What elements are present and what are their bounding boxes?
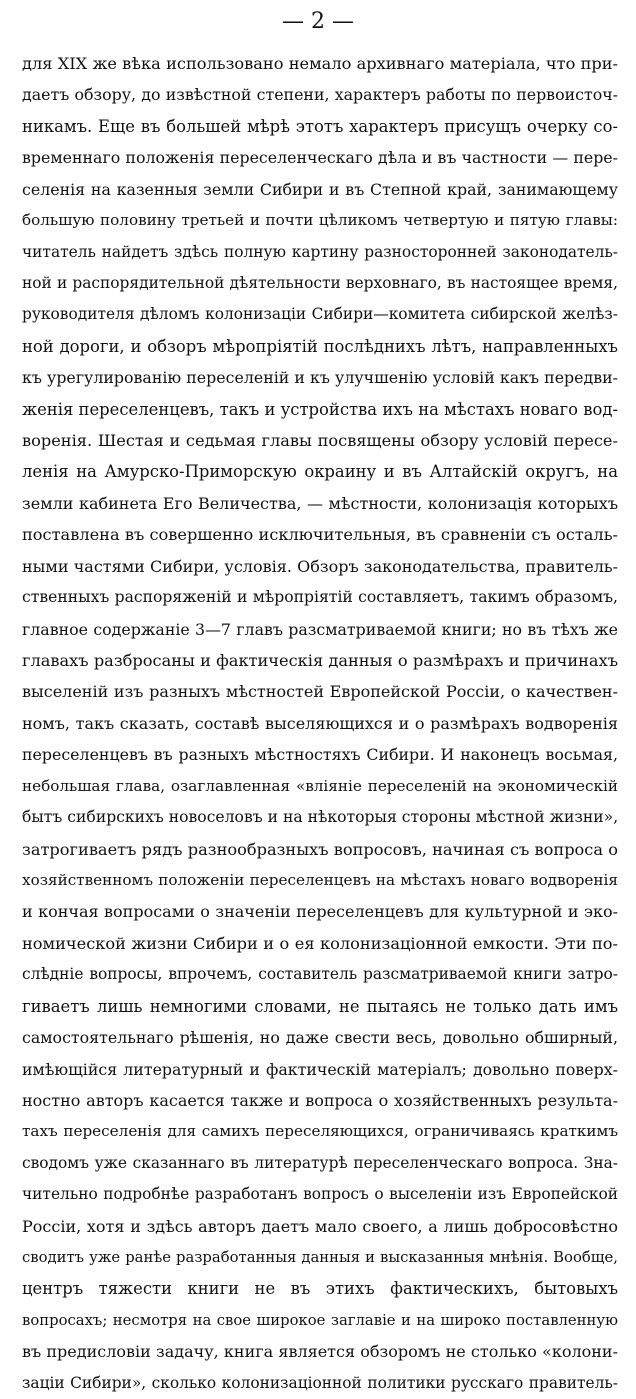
text-line: переселенцевъ въ разныхъ мѣстностяхъ Сибири. И наконецъ восьмая,	[22, 745, 618, 765]
text-line: женія переселенцевъ, такъ и устройства ихъ на мѣстахъ новаго вод-	[22, 399, 618, 419]
text-line: главахъ разбросаны и фактическія данныя о размѣрахъ и причинахъ	[22, 651, 618, 671]
text-line: читатель найдетъ здѣсь полную картину разносторонней законодатель-	[22, 242, 618, 261]
text-line: чительно подробнѣе разработанъ вопросъ о выселеніи изъ Европейской	[22, 1185, 618, 1204]
text-line: ной и распорядительной дѣятельности верховнаго, въ настоящее время,	[22, 273, 618, 292]
body-text	[22, 48, 618, 1399]
text-line: поставлена въ совершенно исключительныя, въ сравненіи съ осталь-	[22, 525, 618, 545]
text-line: къ урегулированію переселеній и къ улучшенію условій какъ передви-	[22, 368, 618, 388]
text-line: бытъ сибирскихъ новоселовъ и на нѣкоторыя стороны мѣстной жизни»,	[22, 808, 618, 827]
text-line: ностно авторъ касается также и вопроса о хозяйственныхъ результа-	[22, 1090, 618, 1110]
text-line: слѣдніе вопросы, впрочемъ, составитель разсматриваемой книги затро-	[22, 965, 618, 984]
text-line: хозяйственномъ положеніи переселенцевъ на мѣстахъ новаго водворенія	[22, 870, 618, 889]
text-line: ными частями Сибири, условія. Обзоръ законодательства, правитель-	[22, 556, 618, 576]
text-line: земли кабинета Его Величества, — мѣстности, колонизація которыхъ	[22, 493, 618, 513]
text-line: сводомъ уже сказаннаго въ литературѣ переселенческаго вопроса. Зна-	[22, 1153, 618, 1172]
text-line: имѣющійся литературный и фактическій матеріалъ; довольно поверх-	[22, 1059, 618, 1079]
text-line: временнаго положенія переселенческаго дѣла и въ частности — пере-	[22, 148, 618, 168]
text-line: селенія на казенныя земли Сибири и въ Степной край, занимающему	[22, 179, 618, 199]
text-line: небольшая глава, озаглавленная «вліяніе переселеній на экономическій	[22, 776, 618, 795]
text-line: для XIX же вѣка использовано немало архивнаго матеріала, что при-	[22, 54, 618, 73]
text-line: ленія на Амурско-Приморскую окраину и въ Алтайскій округъ, на	[22, 462, 618, 482]
text-line: большую половину третьей и почти цѣликомъ четвертую и пятую главы:	[22, 211, 618, 230]
text-line: ственныхъ распоряженій и мѣропріятій составляетъ, такимъ образомъ,	[22, 588, 618, 607]
text-line: главное содержаніе 3—7 главъ разсматриваемой книги; но въ тѣхъ же	[22, 619, 618, 639]
text-line: вопросахъ; несмотря на свое широкое заглавіе и на широко поставленную	[22, 1311, 618, 1329]
text-line: воренія. Шестая и седьмая главы посвящены обзору условій пересе-	[22, 431, 618, 451]
text-line: и кончая вопросами о значеніи переселенцевъ для культурной и эко-	[22, 902, 618, 922]
text-line: самостоятельнаго рѣшенія, но даже свести весь, довольно обширный,	[22, 1028, 618, 1048]
text-line: сводитъ уже ранѣе разработанныя данныя и высказанныя мнѣнія. Вообще,	[22, 1249, 618, 1267]
text-line: заціи Сибири», сколько колонизаціонной политики русскаго правитель-	[22, 1373, 618, 1392]
text-line: центръ тяжести книги не въ этихъ фактическихъ, бытовыхъ	[22, 1279, 618, 1299]
text-line: Россіи, хотя и здѣсь авторъ даетъ мало своего, а лишь добросовѣстно	[22, 1216, 618, 1236]
text-line: даетъ обзору, до извѣстной степени, характеръ работы по первоисточ-	[22, 85, 618, 105]
text-line: гиваетъ лишь немногими словами, не пытаясь не только дать имъ	[22, 996, 618, 1016]
text-line: ной дороги, и обзоръ мѣропріятій послѣднихъ лѣтъ, направленныхъ	[22, 336, 618, 356]
text-line: номической жизни Сибири и о ея колонизаціонной емкости. Эти по-	[22, 933, 618, 953]
text-line: никамъ. Еще въ большей мѣрѣ этотъ характеръ присущъ очерку со-	[22, 116, 618, 136]
text-line: тахъ переселенія для самихъ переселяющихся, ограничиваясь краткимъ	[22, 1122, 618, 1141]
text-line: руководителя дѣломъ колонизаціи Сибири—комитета сибирской желѣз-	[22, 305, 618, 324]
text-line: выселеній изъ разныхъ мѣстностей Европейской Россіи, о качествен-	[22, 682, 618, 702]
text-line: номъ, такъ сказать, составѣ выселяющихся и о размѣрахъ водворенія	[22, 713, 618, 733]
text-line: въ предисловіи задачу, книга является обзоромъ не столько «колони-	[22, 1342, 618, 1362]
text-line: затрогиваетъ рядъ разнообразныхъ вопросовъ, начиная съ вопроса о	[22, 839, 618, 859]
page-number: — 2 —	[282, 9, 354, 34]
